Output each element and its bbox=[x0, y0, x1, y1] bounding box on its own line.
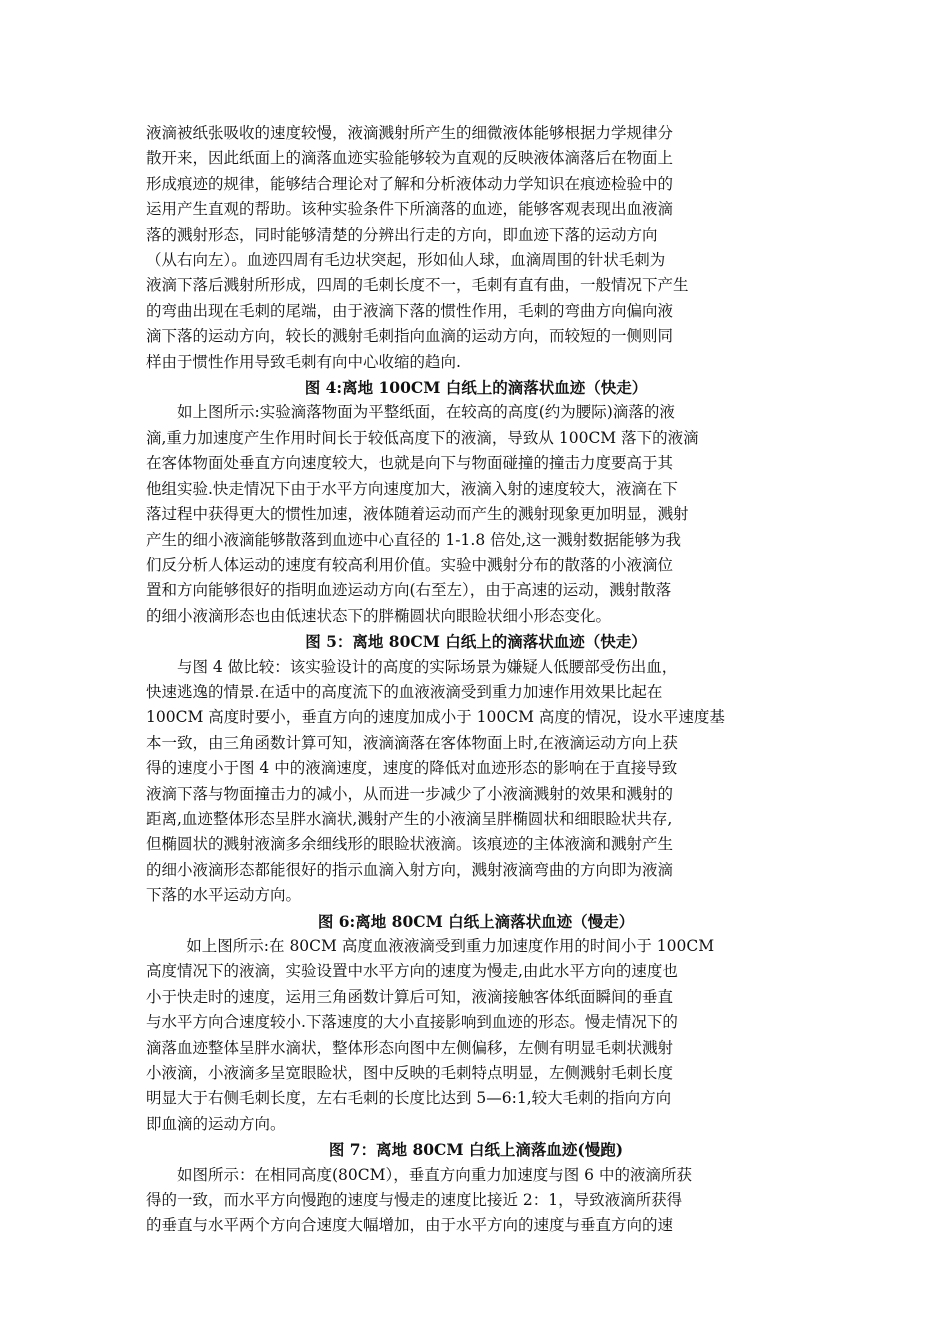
paragraph-figure-6 bbox=[146, 934, 806, 1137]
text-line: 与水平方向合速度较小.下落速度的大小直接影响到血迹的形态。慢走情况下的 bbox=[146, 1013, 678, 1032]
text-line: 的弯曲出现在毛刺的尾端，由于液滴下落的惯性作用，毛刺的弯曲方向偏向液 bbox=[146, 301, 674, 320]
text-line: 滴下落的运动方向，较长的溅射毛刺指向血滴的运动方向，而较短的一侧则同 bbox=[146, 327, 674, 346]
text-line: 得的一致，而水平方向慢跑的速度与慢走的速度比接近 2：1，导致液滴所获得 bbox=[146, 1191, 683, 1210]
text-line: 但椭圆状的溅射液滴多余细线形的眼睑状液滴。该痕迹的主体液滴和溅射产生 bbox=[146, 835, 674, 854]
text-line: 液滴下落后溅射所形成，四周的毛刺长度不一，毛刺有直有曲，一般情况下产生 bbox=[146, 276, 689, 295]
text-line: 形成痕迹的规律，能够结合理论对了解和分析液体动力学知识在痕迹检验中的 bbox=[146, 174, 674, 193]
text-line: 散开来，因此纸面上的滴落血迹实验能够较为直观的反映液体滴落后在物面上 bbox=[146, 149, 674, 168]
text-line: 运用产生直观的帮助。该种实验条件下所滴落的血迹，能够客观表现出血液滴 bbox=[146, 200, 674, 219]
text-line: 如上图所示:实验滴落物面为平整纸面，在较高的高度(约为腰际)滴落的液 bbox=[177, 403, 675, 422]
text-line: 滴落血迹整体呈胖水滴状，整体形态向图中左侧偏移，左侧有明显毛刺状溅射 bbox=[146, 1038, 674, 1057]
text-line: 明显大于右侧毛刺长度，左右毛刺的长度比达到 5—6:1,较大毛刺的指向方向 bbox=[146, 1089, 672, 1108]
text-line: 小于快走时的速度，运用三角函数计算后可知，液滴接触客体纸面瞬间的垂直 bbox=[146, 987, 674, 1006]
text-line: 产生的细小液滴能够散落到血迹中心直径的 1-1.8 倍处,这一溅射数据能够为我 bbox=[146, 530, 682, 549]
text-line: 落过程中获得更大的惯性加速，液体随着运动而产生的溅射现象更加明显，溅射 bbox=[146, 505, 689, 524]
document-page bbox=[146, 121, 806, 1239]
text-line: 液滴被纸张吸收的速度较慢，液滴溅射所产生的细微液体能够根据力学规律分 bbox=[146, 124, 674, 142]
paragraph-figure-5 bbox=[146, 655, 806, 909]
text-line: 的垂直与水平两个方向合速度大幅增加，由于水平方向的速度与垂直方向的速 bbox=[146, 1216, 674, 1235]
text-line: 落的溅射形态，同时能够清楚的分辨出行走的方向，即血迹下落的运动方向 bbox=[146, 225, 658, 244]
text-line: 的细小液滴形态都能很好的指示血滴入射方向，溅射液滴弯曲的方向即为液滴 bbox=[146, 860, 674, 879]
text-line: 小液滴，小液滴多呈宽眼睑状，图中反映的毛刺特点明显，左侧溅射毛刺长度 bbox=[146, 1064, 674, 1083]
text-line: 们反分析人体运动的速度有较高利用价值。实验中溅射分布的散落的小液滴位 bbox=[146, 555, 674, 574]
text-line: 即血滴的运动方向。 bbox=[146, 1114, 286, 1133]
text-line: 他组实验.快走情况下由于水平方向速度加大，液滴入射的速度较大，液滴在下 bbox=[146, 479, 678, 498]
text-line: 如上图所示:在 80CM 高度血液液滴受到重力加速度作用的时间小于 100CM bbox=[186, 937, 715, 955]
text-line: 滴,重力加速度产生作用时间长于较低高度下的液滴，导致从 100CM 落下的液滴 bbox=[146, 428, 699, 447]
paragraph-figure-7 bbox=[146, 1163, 806, 1239]
text-line: 的细小液滴形态也由低速状态下的胖椭圆状向眼睑状细小形态变化。 bbox=[146, 606, 612, 625]
text-line: 下落的水平运动方向。 bbox=[146, 886, 302, 905]
paragraph-figure-4 bbox=[146, 400, 806, 629]
text-line: 高度情况下的液滴，实验设置中水平方向的速度为慢走,由此水平方向的速度也 bbox=[146, 962, 678, 981]
text-line: （从右向左）。血迹四周有毛边状突起，形如仙人球，血滴周围的针状毛刺为 bbox=[146, 251, 666, 270]
text-line: 置和方向能够很好的指明血迹运动方向(右至左），由于高速的运动，溅射散落 bbox=[146, 581, 672, 600]
text-line: 本一致，由三角函数计算可知，液滴滴落在客体物面上时,在液滴运动方向上获 bbox=[146, 733, 678, 752]
text-line: 距离,血迹整体形态呈胖水滴状,溅射产生的小液滴呈胖椭圆状和细眼睑状共存, bbox=[146, 809, 673, 828]
text-line: 在客体物面处垂直方向速度较大，也就是向下与物面碰撞的撞击力度要高于其 bbox=[146, 454, 674, 473]
text-line: 如图所示：在相同高度(80CM），垂直方向重力加速度与图 6 中的液滴所获 bbox=[177, 1165, 692, 1184]
paragraph-intro-continuation bbox=[146, 121, 806, 375]
figure-caption-4: 图 4:离地 100CM 白纸上的滴落状血迹（快走） bbox=[304, 378, 648, 398]
text-line: 快速逃逸的情景.在适中的高度流下的血液液滴受到重力加速作用效果比起在 bbox=[146, 682, 663, 701]
text-line: 得的速度小于图 4 中的液滴速度，速度的降低对血迹形态的影响在于直接导致 bbox=[146, 759, 678, 778]
text-line: 样由于惯性作用导致毛刺有向中心收缩的趋向. bbox=[146, 352, 461, 371]
figure-caption-6: 图 6:离地 80CM 白纸上滴落状血迹（慢走） bbox=[317, 911, 635, 931]
text-line: 100CM 高度时要小，垂直方向的速度加成小于 100CM 高度的情况，设水平速度基 bbox=[146, 708, 725, 727]
text-line: 与图 4 做比较：该实验设计的高度的实际场景为嫌疑人低腰部受伤出血， bbox=[177, 657, 678, 676]
text-line: 液滴下落与物面撞击力的减小，从而进一步减少了小液滴溅射的效果和溅射的 bbox=[146, 784, 674, 803]
figure-caption-5: 图 5：离地 80CM 白纸上的滴落状血迹（快走） bbox=[305, 632, 647, 652]
figure-caption-7: 图 7：离地 80CM 白纸上滴落血迹(慢跑) bbox=[328, 1140, 624, 1160]
